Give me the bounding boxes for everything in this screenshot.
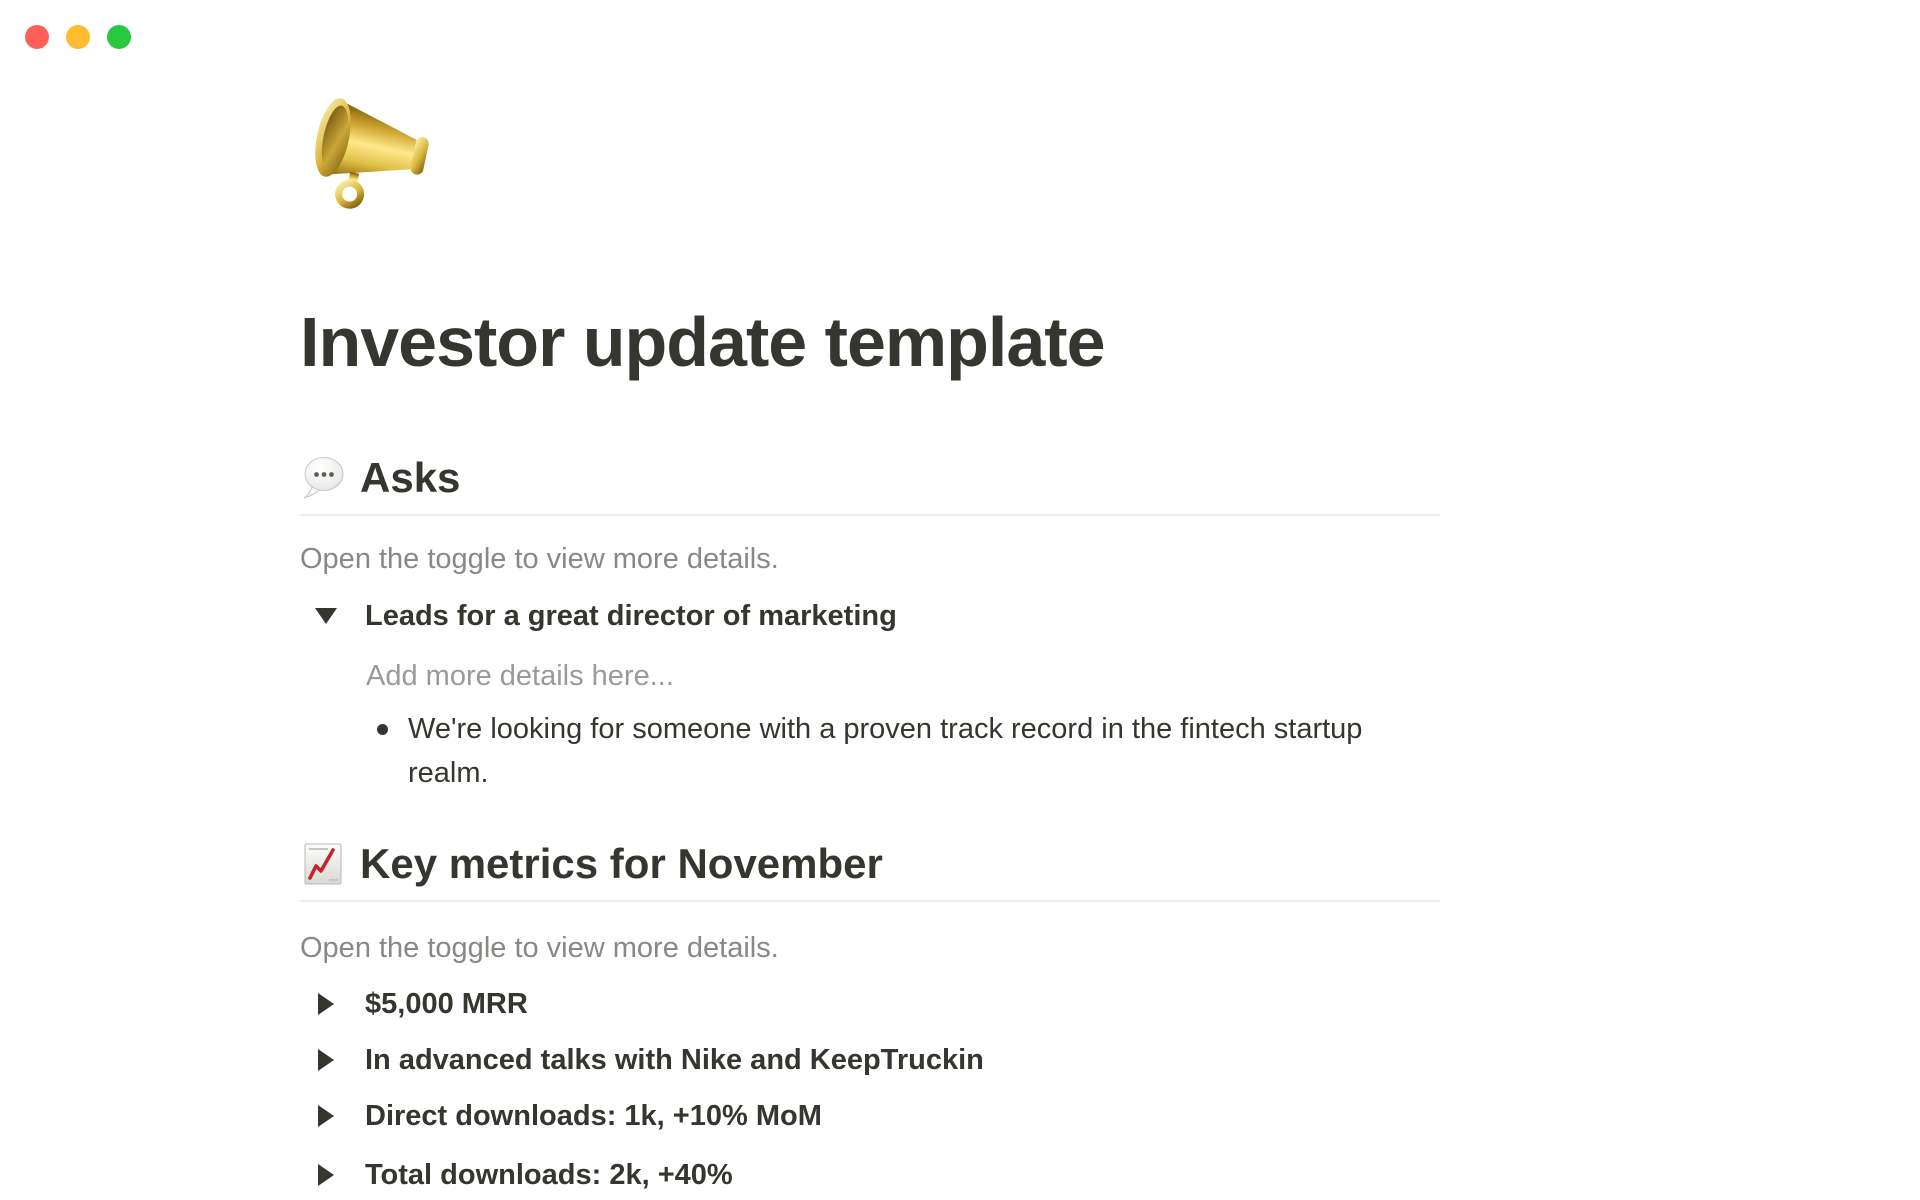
megaphone-icon[interactable] bbox=[300, 84, 445, 229]
key-metrics-heading[interactable] bbox=[300, 838, 1440, 902]
toggle-closed-button[interactable] bbox=[300, 1153, 352, 1197]
bullet-item[interactable] bbox=[366, 707, 1440, 795]
toggle-closed-button[interactable] bbox=[300, 1038, 352, 1082]
toggle-open-button[interactable] bbox=[300, 594, 352, 638]
toggle-leads-children bbox=[366, 654, 1440, 795]
section-asks bbox=[300, 452, 1440, 795]
asks-heading[interactable] bbox=[300, 452, 1440, 516]
toggle-leads[interactable] bbox=[300, 594, 1440, 638]
toggle-mrr[interactable] bbox=[300, 982, 1440, 1026]
asks-helper-text[interactable]: Open the toggle to view more details. bbox=[300, 543, 779, 575]
window-zoom-button[interactable] bbox=[107, 25, 131, 49]
window-minimize-button[interactable] bbox=[66, 25, 90, 49]
toggle-closed-button[interactable] bbox=[300, 982, 352, 1026]
chart-increasing-icon bbox=[300, 841, 346, 887]
toggle-leads-label[interactable]: Leads for a great director of marketing bbox=[365, 600, 897, 632]
bullet-marker bbox=[366, 707, 399, 751]
triangle-right-icon bbox=[318, 1164, 334, 1186]
toggle-mrr-label[interactable]: $5,000 MRR bbox=[365, 988, 528, 1020]
asks-heading-label: Asks bbox=[360, 454, 461, 501]
triangle-right-icon bbox=[318, 1105, 334, 1127]
toggle-direct-downloads-label[interactable]: Direct downloads: 1k, +10% MoM bbox=[365, 1100, 822, 1132]
toggle-talks[interactable] bbox=[300, 1038, 1440, 1082]
bullet-item-text[interactable]: We're looking for someone with a proven track record in the fintech startup realm. bbox=[408, 713, 1363, 789]
toggle-talks-label[interactable]: In advanced talks with Nike and KeepTruckin bbox=[365, 1044, 984, 1076]
details-placeholder[interactable]: Add more details here... bbox=[366, 660, 674, 692]
toggle-total-downloads[interactable] bbox=[300, 1153, 1440, 1197]
window-controls bbox=[25, 25, 131, 49]
toggle-total-downloads-label[interactable]: Total downloads: 2k, +40% bbox=[365, 1159, 733, 1191]
toggle-closed-button[interactable] bbox=[300, 1094, 352, 1138]
toggle-direct-downloads[interactable] bbox=[300, 1094, 1440, 1138]
key-metrics-heading-label: Key metrics for November bbox=[360, 840, 883, 887]
metrics-helper-text[interactable]: Open the toggle to view more details. bbox=[300, 932, 779, 964]
section-key-metrics bbox=[300, 838, 1440, 1197]
page-content bbox=[300, 0, 1440, 1197]
triangle-down-icon bbox=[315, 608, 337, 624]
triangle-right-icon bbox=[318, 1049, 334, 1071]
speech-balloon-icon bbox=[300, 455, 346, 501]
page-title[interactable]: Investor update template bbox=[300, 303, 1105, 381]
bullet-dot-icon bbox=[377, 724, 388, 735]
window-close-button[interactable] bbox=[25, 25, 49, 49]
triangle-right-icon bbox=[318, 993, 334, 1015]
